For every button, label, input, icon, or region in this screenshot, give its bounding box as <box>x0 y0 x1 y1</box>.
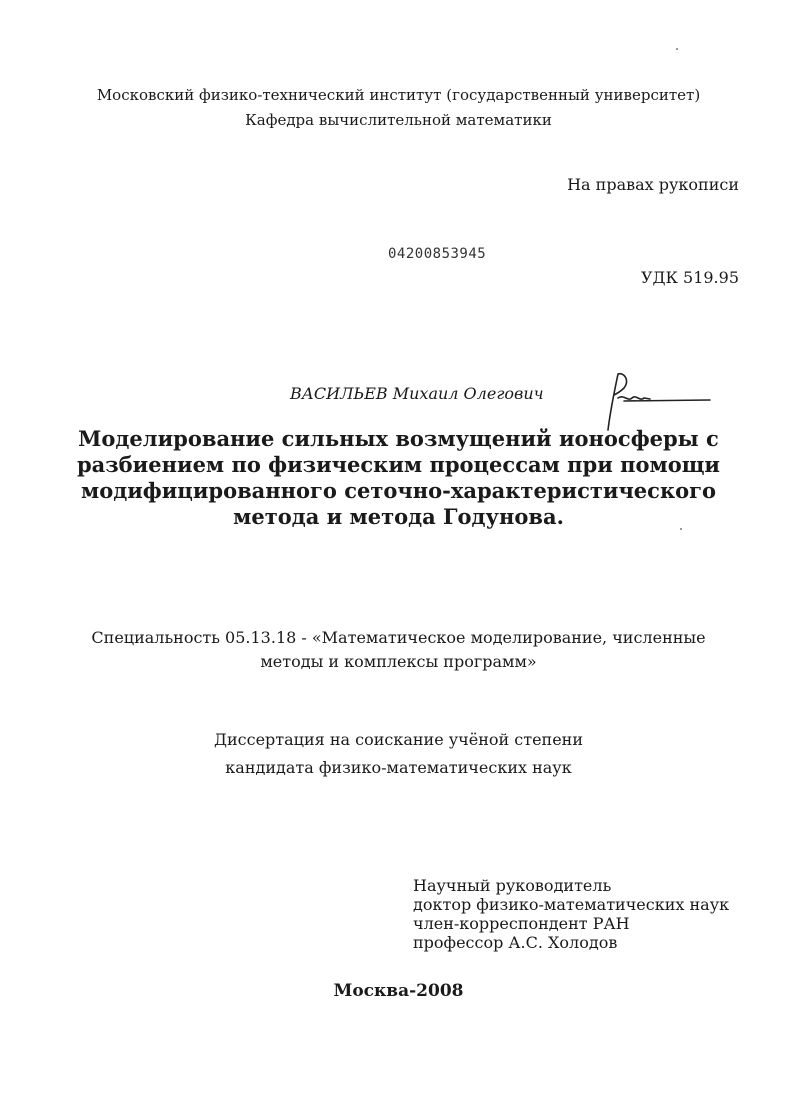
author-name: ВАСИЛЬЕВ Михаил Олегович <box>290 384 544 403</box>
title-line: модифицированного сеточно-характеристического <box>80 478 717 503</box>
advisor-block <box>413 876 729 952</box>
title-line: разбиением по физическим процессам при помощи <box>76 452 721 477</box>
advisor-line: член-корреспондент РАН <box>413 914 630 933</box>
specialty-line: Специальность 05.13.18 - «Математическое моделирование, численные <box>91 628 706 647</box>
udk-code: УДК 519.95 <box>640 268 739 287</box>
advisor-line: Научный руководитель <box>413 876 612 895</box>
scan-speck <box>680 528 682 530</box>
city-year: Москва-2008 <box>333 981 464 1001</box>
degree-block <box>0 726 797 782</box>
title-line: метода и метода Годунова. <box>233 504 564 529</box>
manuscript-note: На правах рукописи <box>567 175 739 194</box>
specialty-line: методы и комплексы программ» <box>260 652 537 671</box>
degree-line: Диссертация на соискание учёной степени <box>213 730 583 749</box>
title-line: Моделирование сильных возмущений ионосферы с <box>78 426 719 451</box>
archive-code: 04200853945 <box>388 246 487 262</box>
degree-line: кандидата физико-математических наук <box>225 758 572 777</box>
advisor-line: доктор физико-математических наук <box>413 895 730 914</box>
chair-name: Кафедра вычислительной математики <box>245 111 552 129</box>
scan-speck <box>676 48 678 50</box>
institute-name: Московский физико-технический институт (государственный университет) <box>96 86 701 104</box>
advisor-line: профессор А.С. Холодов <box>413 933 618 952</box>
dissertation-title <box>0 426 797 530</box>
specialty-block <box>0 626 797 674</box>
